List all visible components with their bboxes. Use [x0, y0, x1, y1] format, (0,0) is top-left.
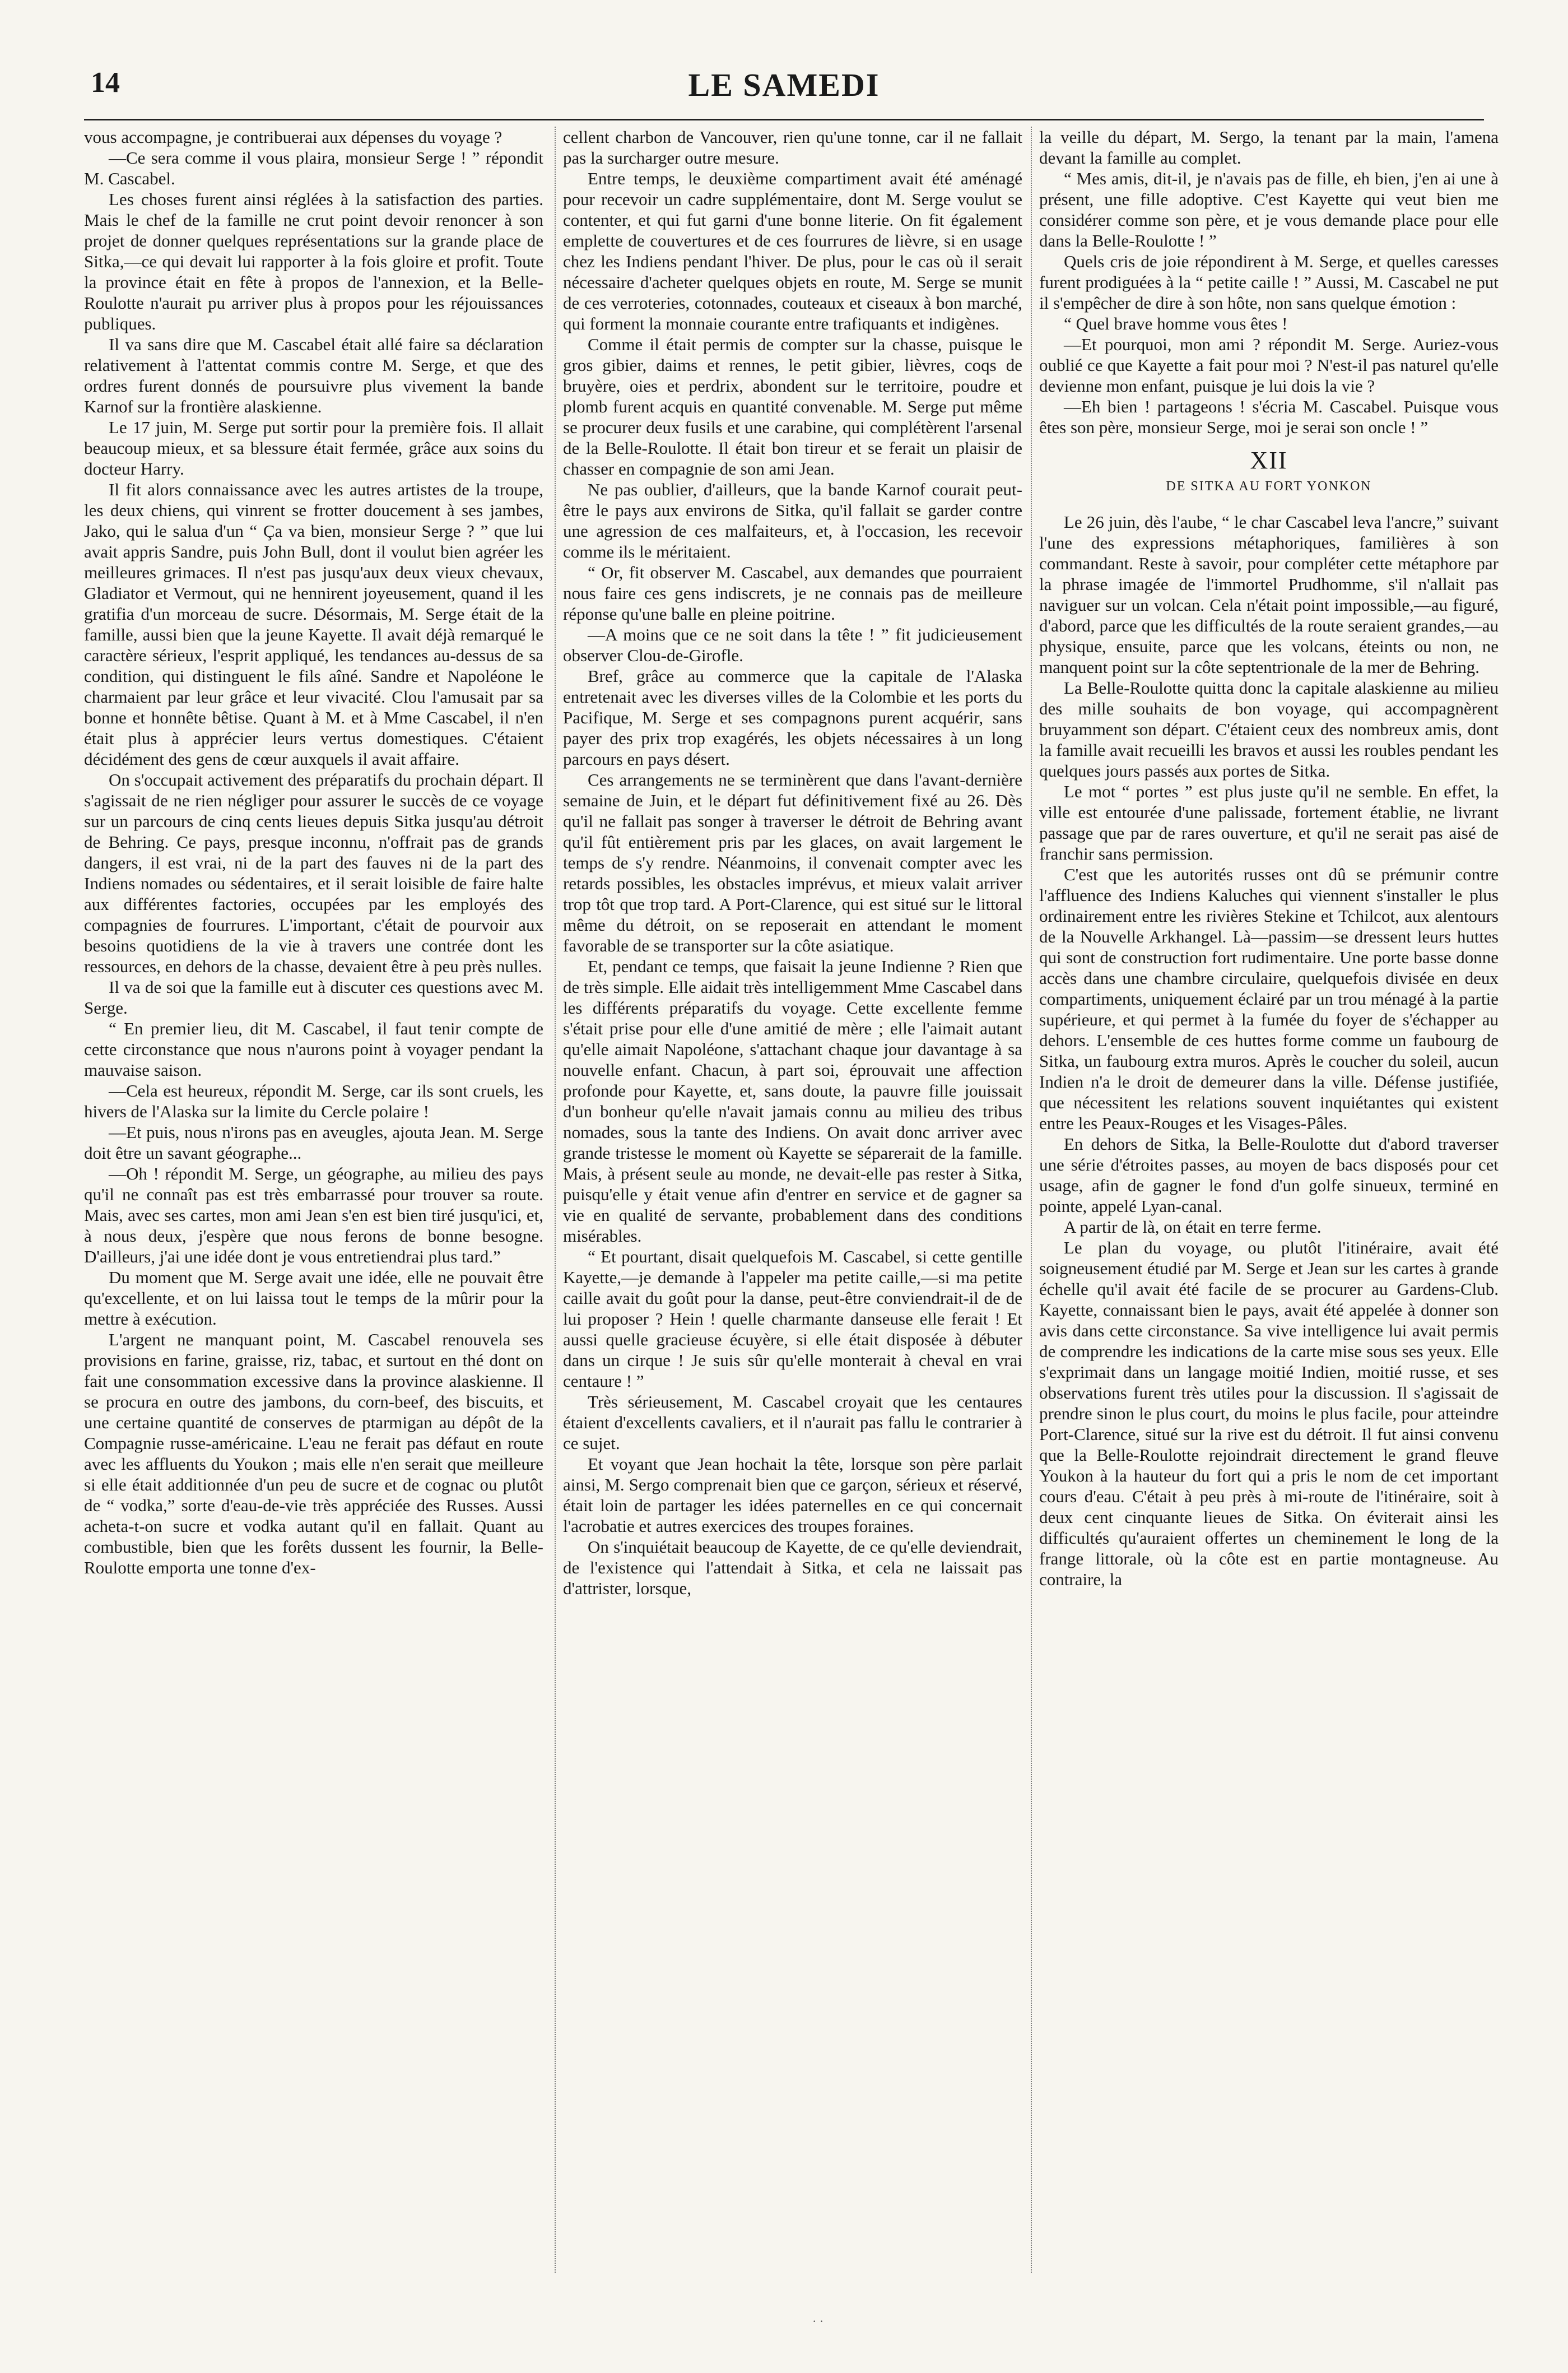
- paragraph: Les choses furent ainsi réglées à la satisfaction des parties. Mais le chef de la famille ne crut point devoir renoncer à son projet de donner quelques représentations sur la grande place de Sitka,—ce qui devait lui rapporter à la fois gloire et profit. Toute la province était en fête à propos de l'annexion, et la Belle-Roulotte n'aurait pu arriver plus à propos pour les réjouissances publiques.: [84, 189, 543, 333]
- column-1: [84, 127, 543, 2273]
- paragraph: Comme il était permis de compter sur la chasse, puisque le gros gibier, daims et rennes, le petit gibier, lièvres, coqs de bruyère, oies et perdrix, abondent sur le territoire, poudre et plomb furent acquis en quantité convenable. M. Serge put même se procurer deux fusils et une carabine, qui complétèrent l'arsenal de la Belle-Roulotte. Il était bon tireur et se ferait un plaisir de chasser en compagnie de son ami Jean.: [563, 335, 1022, 479]
- column-divider: [1031, 127, 1032, 2273]
- paragraph: —Cela est heureux, répondit M. Serge, car ils sont cruels, les hivers de l'Alaska sur la limite du Cercle polaire !: [84, 1081, 543, 1121]
- paragraph: cellent charbon de Vancouver, rien qu'une tonne, car il ne fallait pas la surcharger outre mesure.: [563, 127, 1022, 168]
- column-2: [563, 127, 1022, 2273]
- paragraph: —A moins que ce ne soit dans la tête ! ” fit judicieusement observer Clou-de-Girofle.: [563, 625, 1022, 665]
- paragraph: —Oh ! répondit M. Serge, un géographe, au milieu des pays qu'il ne connaît pas est très embarrassé pour trouver sa route. Mais, avec ses cartes, mon ami Jean s'en est bien tiré jusqu'ici, et, à nous deux, j'espère que nous ferons de bonne besogne. D'ailleurs, j'ai une idée dont je vous entretiendrai plus tard.”: [84, 1164, 543, 1266]
- paragraph: L'argent ne manquant point, M. Cascabel renouvela ses provisions en farine, graisse, riz, tabac, et surtout en thé dont on fait une consommation excessive dans la province alaskienne. Il se procura en outre des jambons, du corn-beef, des biscuits, et une certaine quantité de conserves de ptarmigan au dépôt de la Compagnie russe-américaine. L'eau ne ferait pas défaut en route avec les affluents du Youkon ; mais elle n'en serait que meilleure si elle était additionnée d'un peu de sucre et de cognac ou plutôt de “ vodka,” sorte d'eau-de-vie très appréciée des Russes. Aussi acheta-t-on sucre et vodka autant qu'il en fallait. Quant au combustible, bien que les forêts dussent les fournir, la Belle-Roulotte emporta une tonne d'ex-: [84, 1330, 543, 1577]
- paragraph: C'est que les autorités russes ont dû se prémunir contre l'affluence des Indiens Kaluches qui viennent s'installer le plus ordinairement entre les rivières Stekine et Tchilcot, aux alentours de la Nouvelle Arkhangel. Là—passim—se dressent leurs huttes qui sont de construction fort rudimentaire. Une porte basse donne accès dans une chambre circulaire, quelquefois divisée en deux compartiments, uniquement éclairé par un trou ménagé à la partie supérieure, et qui permet à la fumée du foyer de s'échapper au dehors. L'ensemble de ces huttes forme comme un faubourg de Sitka, un faubourg extra muros. Après le coucher du soleil, aucun Indien n'a le droit de demeurer dans la ville. Défense justifiée, que nécessitent les relations souvent inquiétantes qui existent entre les Peaux-Rouges et les Visages-Pâles.: [1039, 865, 1499, 1133]
- paragraph: “ Et pourtant, disait quelquefois M. Cascabel, si cette gentille Kayette,—je demande à l'appeler ma petite caille,—si ma petite caille avait du goût pour la danse, peut-être conviendrait-il de de lui proposer ? Hein ! quelle charmante danseuse elle ferait ! Et aussi quelle gracieuse écuyère, si elle était disposée à débuter dans un cirque ! Je suis sûr qu'elle monterait à cheval en vrai centaure ! ”: [563, 1247, 1022, 1391]
- paragraph: Entre temps, le deuxième compartiment avait été aménagé pour recevoir un cadre supplémentaire, dont M. Serge voulut se contenter, et qui fut garni d'une bonne literie. On fit également emplette de couvertures et de ces fourrures de lièvre, si en usage chez les Indiens pendant l'hiver. De plus, pour le cas où il serait nécessaire d'acheter quelques objets en route, M. Serge se munit de ces verroteries, cotonnades, couteaux et ciseaux à bon marché, qui forment la monnaie courante entre trafiquants et indigènes.: [563, 169, 1022, 333]
- paragraph: Le 26 juin, dès l'aube, “ le char Cascabel leva l'ancre,” suivant l'une des expressions métaphoriques, familières à son commandant. Reste à savoir, pour compléter cette métaphore par la phrase imagée de l'immortel Prudhomme, s'il n'allait pas naviguer sur un volcan. Cela n'était point impossible,—au figuré, d'abord, parce que les difficultés de la route seraient grandes,—au physique, ensuite, parce que les volcans, éteints ou non, ne manquent point sur la côte septentrionale de la mer de Behring.: [1039, 512, 1499, 677]
- paragraph: Il va sans dire que M. Cascabel était allé faire sa déclaration relativement à l'attentat commis contre M. Serge, et que des ordres furent donnés de poursuivre plus vivement la bande Karnof sur la frontière alaskienne.: [84, 335, 543, 416]
- paragraph: —Ce sera comme il vous plaira, monsieur Serge ! ” répondit M. Cascabel.: [84, 148, 543, 188]
- paragraph: Ces arrangements ne se terminèrent que dans l'avant-dernière semaine de Juin, et le départ fut définitivement fixé au 26. Dès qu'il ne fallait pas songer à traverser le détroit de Behring avant qu'il fût entièrement pris par les glaces, on avait largement le temps de s'y rendre. Néanmoins, il convenait compter avec les retards possibles, les obstacles imprévus, et mieux valait arriver trop tôt que trop tard. A Port-Clarence, qui est situé sur le littoral même du détroit, on se reposerait en attendant le moment favorable de se transporter sur la côte asiatique.: [563, 770, 1022, 955]
- paragraph: En dehors de Sitka, la Belle-Roulotte dut d'abord traverser une série d'étroites passes, au moyen de bacs disposés pour cet usage, afin de gagner le fond d'un golfe sinueux, terminé en pointe, appelé Lyan-canal.: [1039, 1134, 1499, 1216]
- chapter-number: XII: [1250, 447, 1288, 474]
- page-number: 14: [91, 67, 120, 99]
- paragraph: Il va de soi que la famille eut à discuter ces questions avec M. Serge.: [84, 977, 543, 1018]
- column-divider: [555, 127, 556, 2273]
- publication-title: LE SAMEDI: [688, 67, 880, 103]
- paragraph: —Et puis, nous n'irons pas en aveugles, ajouta Jean. M. Serge doit être un savant géographe...: [84, 1122, 543, 1163]
- paragraph: —Eh bien ! partageons ! s'écria M. Cascabel. Puisque vous êtes son père, monsieur Serge, moi je serai son oncle ! ”: [1039, 397, 1499, 437]
- paragraph: “ Mes amis, dit-il, je n'avais pas de fille, eh bien, j'en ai une à présent, une fille adoptive. C'est Kayette qui veut bien me considérer comme son père, et je vous demande place pour elle dans la Belle-Roulotte ! ”: [1039, 169, 1499, 250]
- page-header: [84, 66, 1484, 117]
- paragraph: Le mot “ portes ” est plus juste qu'il ne semble. En effet, la ville est entourée d'une palissade, fortement établie, ne livrant passage que par de rares ouverture, et qu'il ne serait pas aisé de franchir sans permission.: [1039, 782, 1499, 863]
- paragraph: Le 17 juin, M. Serge put sortir pour la première fois. Il allait beaucoup mieux, et sa blessure était fermée, grâce aux soins du docteur Harry.: [84, 417, 543, 479]
- paragraph: On s'occupait activement des préparatifs du prochain départ. Il s'agissait de ne rien négliger pour assurer le succès de ce voyage sur un parcours de cinq cents lieues depuis Sitka jusqu'au détroit de Behring. Ce pays, presque inconnu, n'offrait pas de grands dangers, il est vrai, ni de la part des fauves ni de la part des Indiens nomades ou sédentaires, et il serait loisible de faire halte aux différentes factories, occupées par les employés des compagnies de fourrures. L'important, c'était de pourvoir aux besoins quotidiens de la vie à travers une contrée dont les ressources, en dehors de la chasse, devaient être à peu près nulles.: [84, 770, 543, 976]
- paragraph: La Belle-Roulotte quitta donc la capitale alaskienne au milieu des mille souhaits de bon voyage, qui accompagnèrent bruyamment son départ. C'étaient ceux des nombreux amis, dont la famille avait recueilli les bravos et aussi les roubles pendant les quelques jours passés aux portes de Sitka.: [1039, 678, 1499, 781]
- paragraph: “ En premier lieu, dit M. Cascabel, il faut tenir compte de cette circonstance que nous n'aurons point à voyager pendant la mauvaise saison.: [84, 1019, 543, 1080]
- paragraph: Bref, grâce au commerce que la capitale de l'Alaska entretenait avec les diverses villes de la Colombie et les ports du Pacifique, M. Serge et ses compagnons purent acquérir, sans payer des prix trop exagérés, les objets nécessaires à un long parcours en pays désert.: [563, 666, 1022, 769]
- header-rule: [84, 119, 1484, 120]
- paragraph: “ Quel brave homme vous êtes !: [1064, 314, 1288, 333]
- paragraph: Du moment que M. Serge avait une idée, elle ne pouvait être qu'excellente, et on lui laissa tout le temps de la mûrir pour la mettre à exécution.: [84, 1267, 543, 1329]
- paragraph: Quels cris de joie répondirent à M. Serge, et quelles caresses furent prodiguées à la “ petite caille ! ” Aussi, M. Cascabel ne put il s'empêcher de dire à son hôte, non sans quelque émotion :: [1039, 252, 1499, 313]
- paragraph: Il fit alors connaissance avec les autres artistes de la troupe, les deux chiens, qui vinrent se frotter doucement à ses jambes, Jako, qui le salua d'un “ Ça va bien, monsieur Serge ? ” que lui avait appris Sandre, puis John Bull, dont il voulut bien agréer les meilleures grimaces. Il n'est pas jusqu'aux deux vieux chevaux, Gladiator et Vermout, qui ne hennirent joyeusement, quand il les gratifia d'un morceau de sucre. Désormais, M. Serge était de la famille, aussi bien que la jeune Kayette. Il avait déjà remarqué le caractère sérieux, l'esprit appliqué, les tendances au-dessus de sa condition, qui distinguent le fils aîné. Sandre et Napoléone le charmaient par leur grâce et leur vivacité. Clou l'amusait par sa bonne et honnête bêtise. Quant à M. et à Mme Cascabel, il n'en était plus à apprécier leurs vertus domestiques. C'étaient décidément des gens de cœur auxquels il avait affaire.: [84, 480, 543, 769]
- paragraph: Et voyant que Jean hochait la tête, lorsque son père parlait ainsi, M. Sergo comprenait bien que ce garçon, sérieux et réservé, était loin de partager les idées paternelles en ce qui concernait l'acrobatie et autres exercices des troupes foraines.: [563, 1454, 1022, 1536]
- paragraph: Très sérieusement, M. Cascabel croyait que les centaures étaient d'excellents cavaliers, et il n'aurait pas fallu le contrarier à ce sujet.: [563, 1392, 1022, 1453]
- paragraph: vous accompagne, je contribuerai aux dépenses du voyage ?: [84, 127, 502, 147]
- paragraph: A partir de là, on était en terre ferme.: [1064, 1217, 1322, 1237]
- footer-mark: · ·: [812, 2314, 824, 2328]
- paragraph: Et, pendant ce temps, que faisait la jeune Indienne ? Rien que de très simple. Elle aidait très intelligemment Mme Cascabel dans les différents préparatifs du voyage. Cette excellente femme s'était prise pour elle d'une amitié de mère ; elle l'aimait autant qu'elle aimait Napoléone, s'attachant chaque jour davantage à sa nouvelle enfant. Chacun, à part soi, éprouvait une affection profonde pour Kayette, et, sans doute, la pauvre fille jouissait d'un bonheur qu'elle n'avait jamais connu au milieu des tribus nomades, sous la tante des Indiens. On avait donc arriver avec grande tristesse le moment où Kayette se séparerait de la famille. Mais, à présent seule au monde, ne devait-elle pas rester à Sitka, puisqu'elle y était venue afin d'entrer en service et de gagner sa vie en qualité de servante, probablement dans des conditions misérables.: [563, 956, 1022, 1246]
- paragraph: la veille du départ, M. Sergo, la tenant par la main, l'amena devant la famille au complet.: [1039, 127, 1499, 168]
- column-3: [1039, 127, 1499, 2273]
- paragraph: Ne pas oublier, d'ailleurs, que la bande Karnof courait peut-être le pays aux environs de Sitka, qu'il fallait se garder contre une agression de ces malfaiteurs, et, à l'occasion, les recevoir comme ils le méritaient.: [563, 480, 1022, 561]
- paragraph: On s'inquiétait beaucoup de Kayette, de ce qu'elle deviendrait, de l'existence qui l'attendait à Sitka, et cela ne laissait pas d'attrister, lorsque,: [563, 1537, 1022, 1598]
- chapter-title: DE SITKA AU FORT YONKON: [1166, 479, 1372, 494]
- paragraph: Le plan du voyage, ou plutôt l'itinéraire, avait été soigneusement étudié par M. Serge et Jean sur les cartes à grande échelle qu'il avait été facile de se procurer au Gardens-Club. Kayette, connaissant bien le pays, avait été appelée à donner son avis dans cette circonstance. Sa vive intelligence lui avait permis de comprendre les indications de la carte mise sous ses yeux. Elle s'exprimait dans un langage moitié Indien, moitié russe, et ses observations furent très utiles pour la discussion. Il s'agissait de prendre sinon le plus court, du moins le plus facile, pour atteindre Port-Clarence, situé sur la rive est du détroit. Il fut ainsi convenu que la Belle-Roulotte rejoindrait directement le grand fleuve Youkon à la hauteur du fort qui a pris le nom de cet important cours d'eau. C'était à peu près à mi-route de l'itinéraire, soit à deux cent cinquante lieues de Sitka. On éviterait ainsi les difficultés qu'auraient offertes un cheminement le long de la frange littorale, où la côte est en partie montagneuse. Au contraire, la: [1039, 1238, 1499, 1589]
- paragraph: “ Or, fit observer M. Cascabel, aux demandes que pourraient nous faire ces gens indiscrets, je ne connais pas de meilleure réponse qu'une balle en pleine poitrine.: [563, 563, 1022, 624]
- paragraph: —Et pourquoi, mon ami ? répondit M. Serge. Auriez-vous oublié ce que Kayette a fait pour moi ? N'est-il pas naturel qu'elle devienne mon enfant, puisque je lui dois la vie ?: [1039, 335, 1499, 396]
